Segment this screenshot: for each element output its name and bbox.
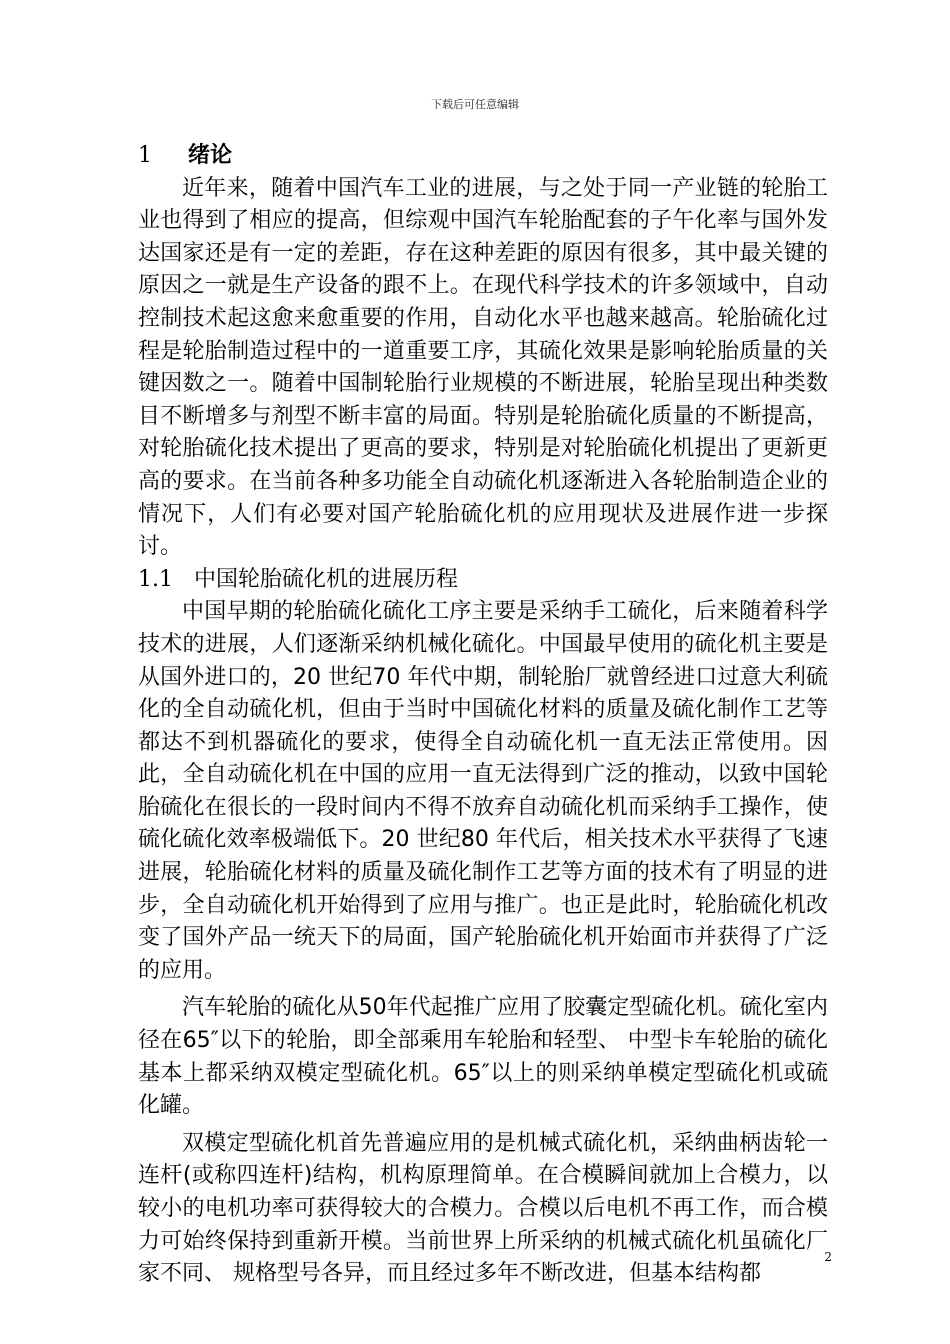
paragraph-capsule: 汽车轮胎的硫化从50年代起推广应用了胶囊定型硫化机。硫化室内径在65″以下的轮胎，即全部乘用车轮胎和轻型、 中型卡车轮胎的硫化基本上都采纳双模定型硫化机。65″以上的则采纳单模定型硫化机或硫化罐。: [138, 995, 828, 1119]
chapter-title: 绪论: [188, 143, 233, 168]
page-number: 2: [824, 1250, 832, 1264]
chapter-heading: [138, 140, 828, 173]
paragraph-mechanical: 双模定型硫化机首先普遍应用的是机械式硫化机，采纳曲柄齿轮一连杆(或称四连杆)结构，机构原理简单。在合模瞬间就加上合模力，以较小的电机功率可获得较大的合模力。合模以后电机不再工作，而合模力可始终保持到重新开模。当前世界上所采纳的机械式硫化机虽硫化厂家不同、 规格型号各异，而且经过多年不断改进，但基本结构都: [138, 1130, 828, 1287]
section-title: 中国轮胎硫化机的进展历程: [194, 566, 459, 592]
section-number: 1.1: [138, 566, 173, 592]
section-heading: [138, 564, 828, 597]
document-body: [138, 140, 828, 1291]
paragraph-intro: 近年来，随着中国汽车工业的进展，与之处于同一产业链的轮胎工业也得到了相应的提高，但综观中国汽车轮胎配套的子午化率与国外发达国家还是有一定的差距，存在这种差距的原因有很多，其中最关键的原因之一就是生产设备的跟不上。在现代科学技术的许多领域中，自动控制技术起这愈来愈重要的作用，自动化水平也越来越高。轮胎硫化过程是轮胎制造过程中的一道重要工序，其硫化效果是影响轮胎质量的关键因数之一。随着中国制轮胎行业规模的不断进展，轮胎呈现出种类数目不断增多与剂型不断丰富的局面。特别是轮胎硫化质量的不断提高，对轮胎硫化技术提出了更高的要求，特别是对轮胎硫化机提出了更新更高的要求。在当前各种多功能全自动硫化机逐渐进入各轮胎制造企业的情况下，人们有必要对国产轮胎硫化机的应用现状及进展作进一步探讨。: [138, 175, 828, 560]
paragraph-history: 中国早期的轮胎硫化硫化工序主要是采纳手工硫化，后来随着科学技术的进展，人们逐渐采纳机械化硫化。中国最早使用的硫化机主要是从国外进口的，20 世纪70 年代中期，制轮胎厂就曾经进口过意大利硫化的全自动硫化机，但由于当时中国硫化材料的质量及硫化制作工艺等都达不到机器硫化的要求，使得全自动硫化机一直无法正常使用。因此，全自动硫化机在中国的应用一直无法得到广泛的推动，以致中国轮胎硫化在很长的一段时间内不得不放弃自动硫化机而采纳手工操作，使硫化硫化效率极端低下。20 世纪80 年代后，相关技术水平获得了飞速进展，轮胎硫化材料的质量及硫化制作工艺等方面的技术有了明显的进步，全自动硫化机开始得到了应用与推广。也正是此时，轮胎硫化机改变了国外产品一统天下的局面，国产轮胎硫化机开始面市并获得了广泛的应用。: [138, 599, 828, 983]
chapter-number: 1: [138, 143, 152, 168]
page-header: 下载后可任意编辑: [431, 98, 519, 111]
